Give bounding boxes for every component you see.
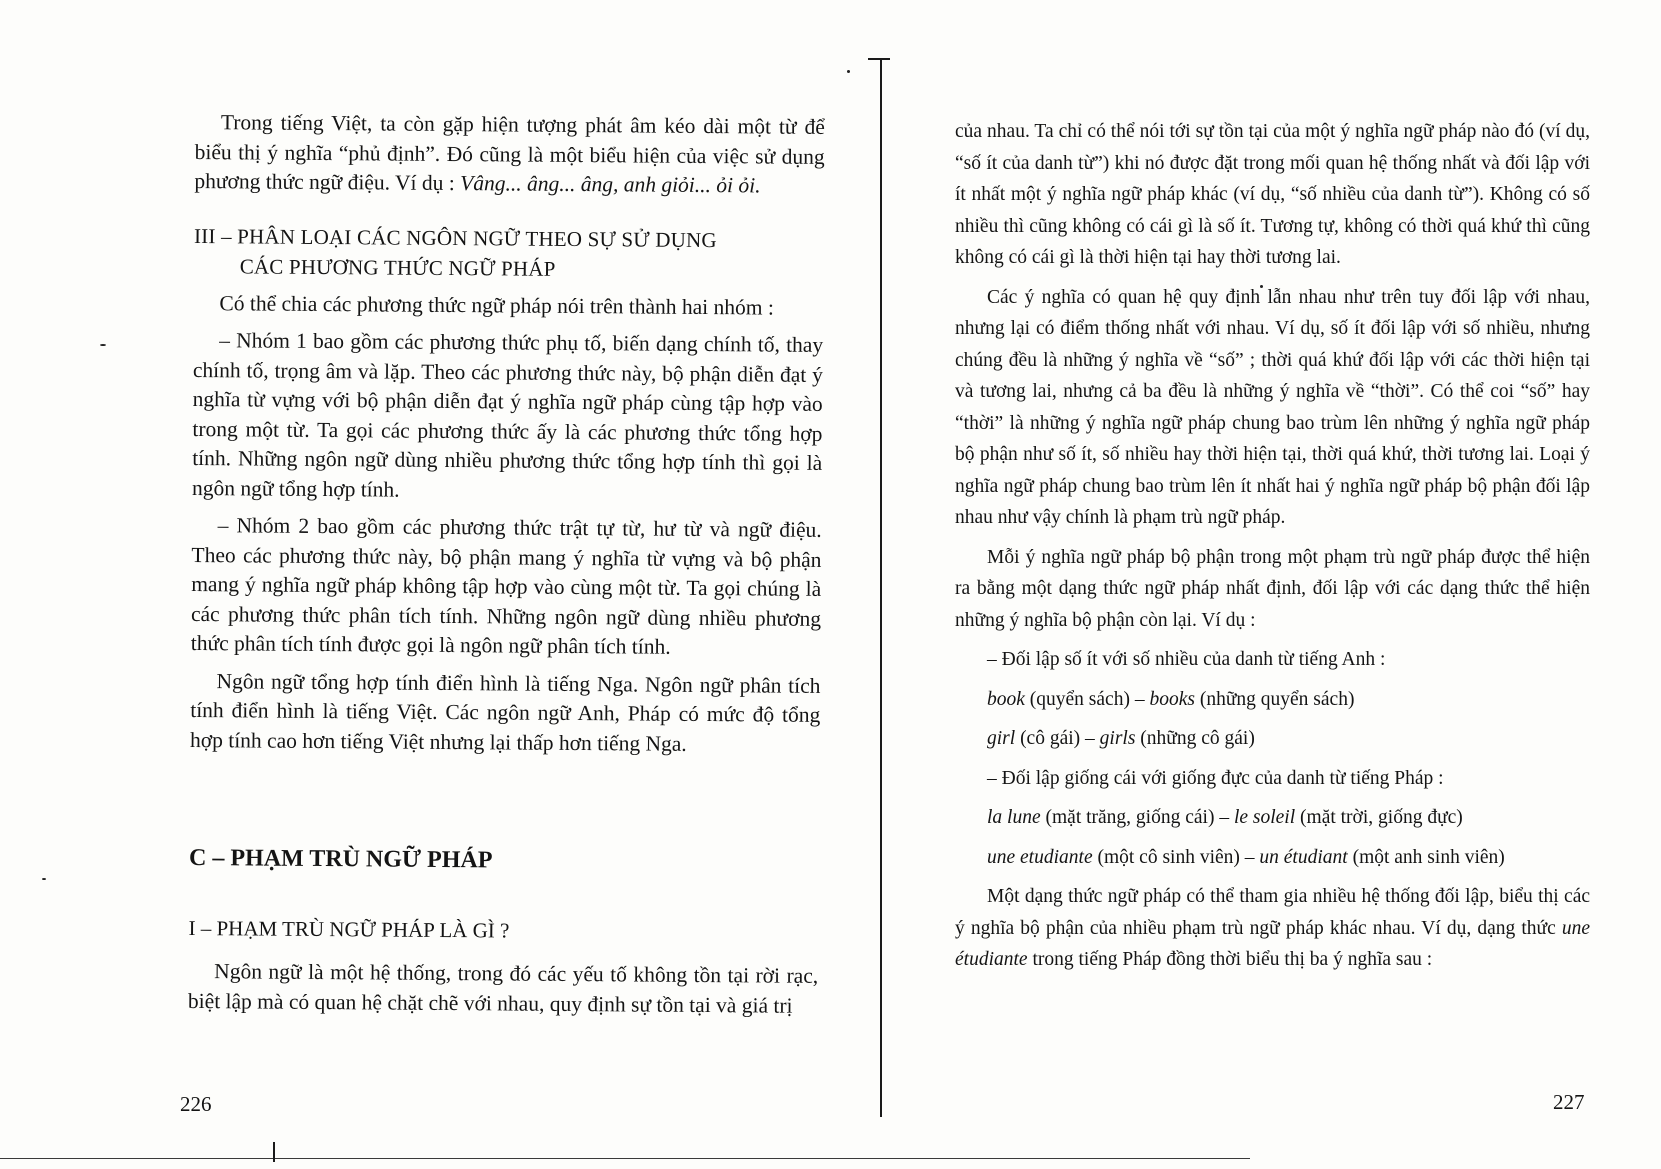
scan-speck [42,878,46,880]
scan-speck [847,70,850,73]
book-spine-line [880,60,882,1117]
right-page [895,0,1661,1169]
paragraph-intro: Trong tiếng Việt, ta còn gặp hiện tượng phát âm kéo dài một từ để biểu thị ý nghĩa “phủ định”. Đó cũng là một biểu hiện của việc sử dụng phương thức ngữ điệu. Ví dụ : Vâng... âng... âng, anh giỏi... ỏi ỏi. [194,110,825,198]
page-number-right: 227 [1553,1090,1585,1114]
example-girl: girl (cô gái) – girls (những cô gái) [987,728,1255,749]
paragraph-continue: của nhau. Ta chỉ có thể nói tới sự tồn tại của một ý nghĩa ngữ pháp nào đó (ví dụ, “số ít của danh từ”) khi nó được đặt trong mối quan hệ thống nhất và đối lập với ít nhất một ý nghĩa ngữ pháp khác (ví dụ, “số nhiều của danh từ”). Không có số nhiều thì cũng không có cái gì là số ít. Tương tự, không có thời quá khứ thì cũng không có cái gì là thời hiện tại hay thời tương lai. [955,121,1590,268]
item-english: – Đối lập số ít với số nhiều của danh từ tiếng Anh : [987,649,1386,670]
bottom-tick-mark [273,1142,275,1162]
paragraph-meanings: Các ý nghĩa có quan hệ quy định lẫn nhau như trên tuy đối lập với nhau, nhưng lại có điểm thống nhất với nhau. Ví dụ, số ít đối lập với số nhiều, nhưng chúng đều là những ý nghĩa về “số” ; thời quá khứ đối lập với các thời hiện tại và tương lai, nhưng cả ba đều là những ý nghĩa về “thời”. Có thể coi “số” hay “thời” là những ý nghĩa ngữ pháp chung bao trùm lên những ý nghĩa ngữ pháp bộ phận như số ít, số nhiều hay thời hiện tại, thời quá khứ, thời tương lai. Loại ý nghĩa ngữ pháp chung bao trùm lên ít nhất hai ý nghĩa ngữ pháp bộ phận đối lập nhau như vậy chính là phạm trù ngữ pháp. [955,286,1590,528]
left-page-body [188,108,825,1021]
spine-cap-mark [868,58,890,60]
example-text: Vâng... âng... âng, anh giỏi... ỏi ỏi. [460,171,761,198]
example-etudiante: une etudiante (một cô sinh viên) – un étudiant (một anh sinh viên) [987,846,1505,868]
paragraph-each: Mỗi ý nghĩa ngữ pháp bộ phận trong một phạm trù ngữ pháp được thể hiện ra bằng một dạng thức ngữ pháp nhất định, đối lập với các dạng thức thể hiện những ý nghĩa bộ phận còn lại. Ví dụ : [955,546,1590,631]
heading-line-2: CÁC PHƯƠNG THỨC NGỮ PHÁP [239,253,556,281]
item-french: – Đối lập giống cái với giống đực của danh từ tiếng Pháp : [987,767,1444,789]
subsection-title-i: I – PHẠM TRÙ NGỮ PHÁP LÀ GÌ ? [188,915,510,943]
page-number-left: 226 [180,1092,212,1116]
example-book: book (quyển sách) – books (những quyển sách) [987,688,1355,710]
right-page-body [955,116,1590,976]
heading-line-1: III – PHÂN LOẠI CÁC NGÔN NGỮ THEO SỰ SỬ DỤNG [193,223,717,252]
paragraph-group-2: – Nhóm 2 bao gồm các phương thức trật tự từ, hư từ và ngữ điệu. Theo các phương thức này, bộ phận mang ý nghĩa từ vựng và bộ phận mang ý nghĩa ngữ pháp không tập hợp vào cùng một từ. Ta gọi chúng là các phương thức phân tích tính. Những ngôn ngữ dùng nhiều phương thức phân tích tính được gọi là ngôn ngữ phân tích tính. [190,513,822,659]
heading-classification [194,220,824,285]
paragraph-system: Ngôn ngữ là một hệ thống, trong đó các yếu tố không tồn tại rời rạc, biệt lập mà có quan hệ chặt chẽ với nhau, quy định sự tồn tại và giá trị [187,959,819,1018]
scan-speck [100,344,106,346]
paragraph-form: Một dạng thức ngữ pháp có thể tham gia nhiều hệ thống đối lập, biểu thị các ý nghĩa bộ phận của nhiều phạm trù ngữ pháp khác nhau. Ví dụ, dạng thức une étudiante trong tiếng Pháp đồng thời biểu thị ba ý nghĩa sau : [955,886,1590,970]
paragraph-group-1: – Nhóm 1 bao gồm các phương thức phụ tố, biến dạng chính tố, thay chính tố, trọng âm và lặp. Theo các phương thức này, bộ phận diễn đạt ý nghĩa từ vựng với bộ phận diễn đạt ý nghĩa ngữ pháp cùng tập hợp vào trong một từ. Ta gọi các phương thức ấy là các phương thức tổng hợp tính. Những ngôn ngữ dùng nhiều phương thức tổng hợp tính thì gọi là ngôn ngữ tổng hợp tính. [191,328,824,502]
example-lune: la lune (mặt trăng, giống cái) – le soleil (mặt trời, giống đực) [987,807,1463,828]
section-title-c: C – PHẠM TRÙ NGỮ PHÁP [189,844,493,874]
paragraph-divide: Có thể chia các phương thức ngữ pháp nói trên thành hai nhóm : [219,290,774,320]
paragraph-examples: Ngôn ngữ tổng hợp tính điển hình là tiếng Nga. Ngôn ngữ phân tích tính điển hình là tiếng Việt. Các ngôn ngữ Anh, Pháp có mức độ tổng hợp tính cao hơn tiếng Việt nhưng lại thấp hơn tiếng Nga. [189,668,821,756]
